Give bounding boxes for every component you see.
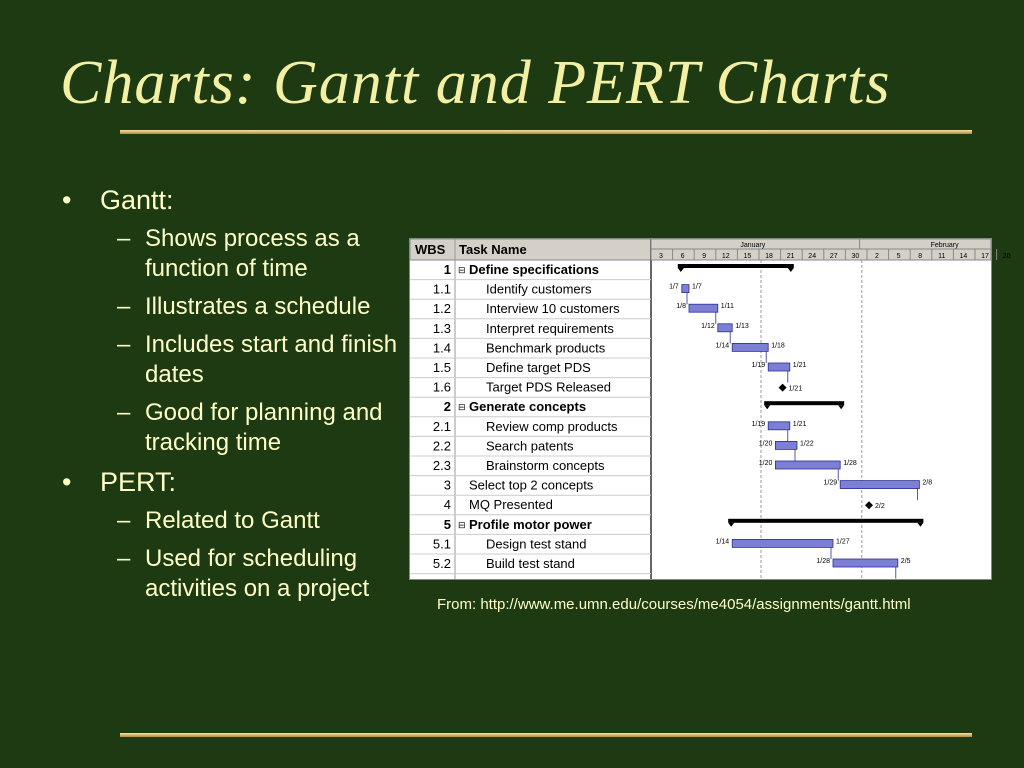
summary-cap: [788, 268, 794, 272]
wbs-cell: 5.1: [432, 536, 451, 552]
day-label: 12: [721, 253, 730, 260]
summary-cap: [838, 405, 844, 409]
end-label: 1/22: [800, 440, 814, 448]
task-cell: Identify customers: [486, 281, 592, 297]
wbs-cell: 1.2: [432, 301, 451, 317]
day-label: 3: [659, 253, 663, 260]
wbs-cell: 2.2: [432, 438, 451, 454]
gantt-chart-image: [409, 238, 1011, 580]
task-cell: Select top 2 concepts: [469, 477, 594, 493]
sub-bullet: – Illustrates a schedule: [60, 292, 405, 322]
collapse-icon: ⊟: [458, 402, 466, 413]
day-label: 2: [875, 253, 879, 260]
task-bar: [775, 461, 840, 469]
collapse-icon: ⊟: [458, 265, 466, 275]
task-bar: [732, 539, 833, 547]
task-bar: [682, 285, 689, 293]
day-label: 11: [938, 253, 946, 260]
summary-cap: [728, 523, 734, 527]
day-label: 17: [981, 253, 989, 260]
end-label: 2/8: [922, 479, 933, 487]
title-divider: [120, 130, 972, 134]
day-label: 30: [851, 253, 860, 260]
task-cell: Profile motor power: [469, 516, 592, 532]
table-header: [410, 239, 651, 260]
month-label: January: [740, 242, 766, 249]
wbs-cell: 5.2: [432, 556, 451, 571]
summary-bar: [764, 401, 844, 405]
sub-bullet: – Used for scheduling activities on a project: [60, 544, 405, 604]
task-cell: Interpret requirements: [486, 320, 614, 336]
task-header: Task Name: [459, 242, 527, 257]
start-label: 1/19: [751, 420, 766, 428]
start-label: 1/28: [816, 558, 830, 565]
end-label: 2/5: [900, 558, 911, 565]
end-label: 1/18: [771, 342, 785, 350]
task-bar: [718, 324, 732, 332]
task-cell: Brainstorm concepts: [486, 458, 605, 473]
wbs-header: WBS: [415, 242, 446, 257]
task-cell: Define target PDS: [486, 360, 591, 375]
day-label: 18: [765, 253, 773, 260]
start-label: 1/14: [715, 538, 730, 546]
summary-cap: [764, 405, 770, 409]
wbs-cell: 1.3: [432, 320, 451, 336]
month-label: February: [930, 242, 959, 249]
wbs-cell: 2.3: [432, 458, 451, 473]
sub-bullet: – Related to Gantt: [60, 506, 405, 536]
task-cell: MQ Presented: [469, 497, 553, 513]
start-label: 1/8: [676, 303, 686, 311]
day-label: 8: [918, 253, 923, 260]
task-cell: Benchmark products: [486, 340, 606, 356]
start-label: 1/20: [758, 440, 773, 448]
task-bar: [768, 363, 790, 371]
task-bar: [833, 559, 898, 567]
day-label: 6: [680, 253, 685, 260]
day-label: 24: [808, 253, 817, 260]
wbs-cell: 4: [443, 497, 451, 513]
collapse-icon: ⊟: [458, 519, 466, 530]
task-cell: Review comp products: [486, 418, 618, 434]
end-label: 1/21: [792, 420, 807, 428]
milestone-marker: [865, 501, 873, 509]
sub-bullet: – Includes start and finish dates: [60, 330, 405, 390]
wbs-cell: 2: [443, 399, 451, 415]
wbs-cell: 2.1: [432, 418, 451, 434]
bullet-gantt: • Gantt:: [60, 184, 405, 216]
wbs-cell: 1.1: [432, 281, 451, 297]
task-cell: Search patents: [486, 438, 574, 454]
start-label: 1/20: [758, 460, 773, 467]
source-citation: From: http://www.me.umn.edu/courses/me4054/assignments/gantt.html: [437, 596, 911, 613]
end-label: 1/11: [720, 303, 734, 311]
task-cell: Interview 10 customers: [486, 301, 620, 317]
bullet-list: [60, 184, 405, 612]
milestone-label: 2/2: [875, 503, 885, 511]
sub-bullet: – Good for planning and tracking time: [60, 398, 405, 458]
summary-cap: [917, 523, 923, 527]
wbs-cell: 3: [443, 477, 451, 493]
start-label: 1/14: [715, 342, 730, 350]
day-label: 9: [702, 253, 707, 260]
summary-bar: [678, 264, 794, 268]
end-label: 1/27: [836, 538, 850, 546]
task-cell: Generate concepts: [469, 399, 587, 415]
start-label: 1/7: [669, 283, 679, 291]
wbs-cell: 1.4: [432, 340, 451, 356]
summary-bar: [728, 519, 923, 523]
milestone-marker: [779, 384, 787, 392]
day-label: 15: [743, 253, 752, 260]
gantt-chart-svg: [410, 239, 1011, 579]
task-bar: [732, 343, 768, 351]
task-bar: [775, 441, 797, 449]
task-cell: Build test stand: [486, 556, 575, 571]
end-label: 1/13: [735, 322, 749, 330]
task-cell: Design test stand: [486, 536, 587, 552]
end-label: 1/7: [692, 283, 702, 291]
day-label: 20: [1002, 253, 1011, 260]
wbs-cell: 1.5: [432, 360, 451, 375]
milestone-label: 1/21: [788, 385, 803, 393]
task-bar: [840, 481, 919, 489]
sub-bullet: – Shows process as a function of time: [60, 224, 405, 284]
day-label: 14: [959, 253, 968, 260]
wbs-cell: 1: [443, 262, 451, 277]
day-label: 27: [829, 253, 838, 260]
bottom-divider: [120, 733, 972, 737]
task-bar: [768, 422, 790, 430]
slide-title: Charts: Gantt and PERT Charts: [60, 49, 891, 117]
day-label: 21: [786, 253, 795, 260]
day-label: 5: [896, 253, 901, 260]
start-label: 1/29: [823, 479, 838, 487]
wbs-cell: 1.6: [432, 379, 451, 395]
start-label: 1/19: [751, 362, 766, 369]
summary-cap: [678, 268, 684, 272]
task-bar: [689, 304, 718, 312]
wbs-cell: 5: [443, 516, 451, 532]
end-label: 1/28: [843, 460, 857, 467]
task-cell: Target PDS Released: [486, 379, 612, 395]
task-cell: Define specifications: [469, 262, 600, 277]
bullet-pert: • PERT:: [60, 466, 405, 498]
start-label: 1/12: [701, 322, 715, 330]
end-label: 1/21: [792, 362, 807, 369]
